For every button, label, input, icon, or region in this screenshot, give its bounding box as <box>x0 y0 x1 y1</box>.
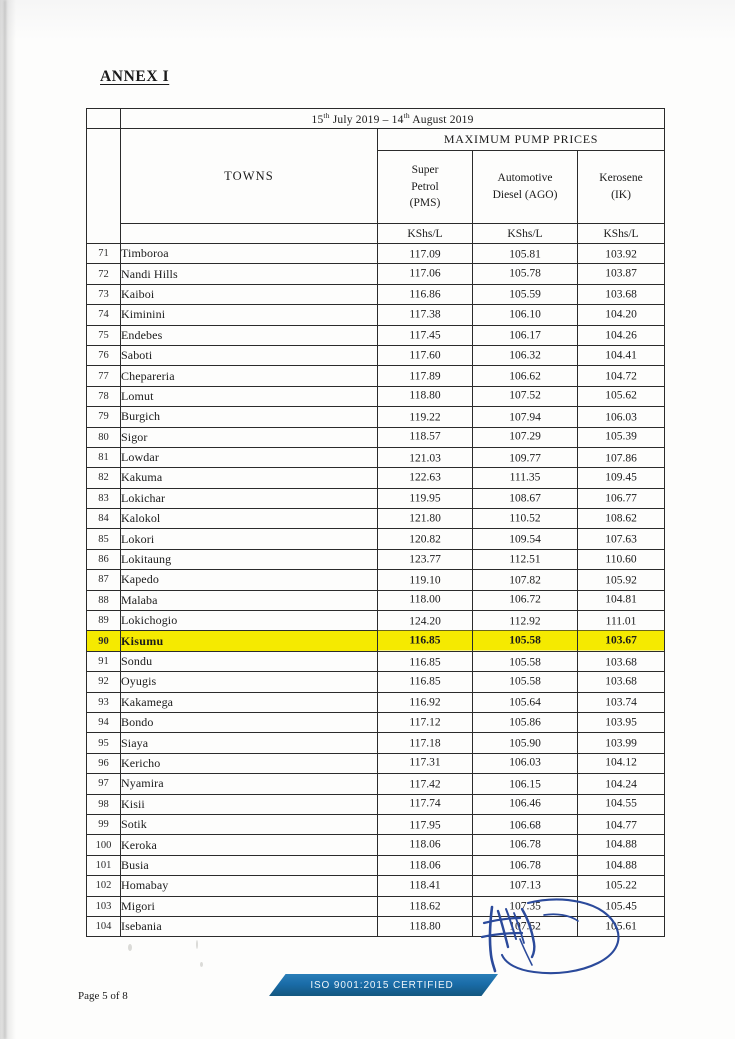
row-price-pms: 118.06 <box>378 856 473 876</box>
row-price-ik: 107.63 <box>578 529 665 549</box>
row-town-name: Burgich <box>121 407 378 427</box>
row-index: 95 <box>87 733 121 753</box>
row-price-ago: 107.35 <box>473 896 578 916</box>
row-price-pms: 117.89 <box>378 366 473 386</box>
row-price-ago: 108.67 <box>473 489 578 509</box>
row-price-ago: 107.13 <box>473 875 578 895</box>
row-index: 94 <box>87 712 121 732</box>
row-price-ago: 106.03 <box>473 753 578 773</box>
row-index: 92 <box>87 672 121 692</box>
row-price-pms: 120.82 <box>378 529 473 549</box>
row-index: 74 <box>87 305 121 325</box>
row-price-ik: 103.87 <box>578 264 665 284</box>
row-town-name: Homabay <box>121 876 378 896</box>
row-town-name: Saboti <box>121 345 378 365</box>
row-price-pms: 122.63 <box>378 467 473 487</box>
table-row <box>87 896 665 916</box>
row-price-ik: 104.81 <box>578 590 665 610</box>
row-town-name: Kaiboi <box>121 284 378 304</box>
table-row <box>87 835 665 855</box>
row-price-ago: 106.78 <box>473 835 578 855</box>
row-town-name: Lokichogio <box>121 611 378 631</box>
row-price-ago: 105.58 <box>473 631 578 651</box>
table-row <box>87 692 665 712</box>
row-price-ik: 104.77 <box>578 815 665 835</box>
row-town-name: Lokitaung <box>121 549 378 569</box>
column-header-line2: Diesel (AGO) <box>492 189 558 201</box>
column-header-automotive-diesel <box>473 151 578 224</box>
column-header-line3: (PMS) <box>409 197 441 210</box>
row-price-ik: 103.67 <box>578 631 665 651</box>
table-row <box>87 468 665 488</box>
table-row <box>87 753 665 773</box>
table-row <box>87 447 665 467</box>
row-index: 91 <box>87 651 121 671</box>
row-price-ik: 105.22 <box>578 875 665 895</box>
row-town-name: Lowdar <box>121 447 378 467</box>
unit-header-towns <box>121 224 378 244</box>
row-price-ik: 111.01 <box>578 611 665 631</box>
row-index: 79 <box>87 407 121 427</box>
row-price-ik: 104.12 <box>578 753 665 773</box>
table-row <box>87 916 665 936</box>
row-price-ik: 104.88 <box>578 835 665 855</box>
row-town-name: Lomut <box>121 386 378 406</box>
row-price-ik: 104.88 <box>578 856 665 876</box>
row-price-pms: 117.09 <box>378 244 473 264</box>
row-price-pms: 117.60 <box>378 345 473 365</box>
row-price-ik: 105.61 <box>578 916 665 936</box>
row-town-name: Lokori <box>121 529 378 549</box>
row-town-name: Endebes <box>121 325 378 345</box>
row-index: 87 <box>87 570 121 590</box>
row-price-ago: 106.46 <box>473 794 578 814</box>
table-row <box>87 305 665 325</box>
row-town-name: Sigor <box>121 427 378 447</box>
table-row <box>87 345 665 365</box>
column-header-kerosene <box>578 151 665 224</box>
scan-edge-shadow <box>4 0 7 1039</box>
table-row <box>87 244 665 264</box>
row-price-pms: 117.31 <box>378 753 473 773</box>
row-index: 90 <box>87 631 121 651</box>
row-price-ago: 105.86 <box>473 712 578 732</box>
table-group-header-row <box>87 129 665 151</box>
row-price-ago: 107.52 <box>473 386 578 406</box>
row-price-ik: 104.26 <box>578 325 665 345</box>
table-row <box>87 855 665 875</box>
column-header-line1: Kerosene <box>599 172 643 185</box>
column-header-line2: Petrol <box>411 180 439 193</box>
table-row <box>87 876 665 896</box>
page-number: Page 5 of 8 <box>78 990 128 1002</box>
row-index: 77 <box>87 366 121 386</box>
table-row <box>87 794 665 814</box>
row-index: 98 <box>87 794 121 814</box>
row-index: 103 <box>87 896 121 916</box>
row-price-pms: 117.74 <box>378 794 473 814</box>
row-town-name: Busia <box>121 855 378 875</box>
table-row <box>87 366 665 386</box>
row-price-ik: 103.99 <box>578 733 665 753</box>
row-price-ago: 112.92 <box>473 611 578 631</box>
row-price-pms: 118.41 <box>378 875 473 895</box>
table-period-header-row <box>87 109 665 129</box>
table-row <box>87 549 665 569</box>
unit-header-pms: KShs/L <box>378 224 473 244</box>
row-price-pms: 116.85 <box>378 671 473 691</box>
period-header: 15th July 2019 – 14th August 2019 <box>121 109 665 129</box>
row-town-name: Kalokol <box>121 509 378 529</box>
row-town-name: Timboroa <box>121 244 378 264</box>
row-price-ago: 105.58 <box>473 652 578 672</box>
row-price-ago: 105.59 <box>473 285 578 305</box>
row-price-pms: 116.92 <box>378 692 473 712</box>
row-price-ago: 106.68 <box>473 815 578 835</box>
row-town-name: Isebania <box>121 916 378 936</box>
row-town-name: Malaba <box>121 590 378 610</box>
row-town-name: Kiminini <box>121 305 378 325</box>
table-row <box>87 651 665 671</box>
row-price-ik: 103.68 <box>578 285 665 305</box>
row-index: 101 <box>87 855 121 875</box>
row-price-pms: 121.03 <box>378 448 473 468</box>
table-row <box>87 814 665 834</box>
table-row <box>87 509 665 529</box>
row-town-name: Sotik <box>121 814 378 834</box>
row-price-ik: 110.60 <box>578 549 665 569</box>
table-row-highlighted <box>87 631 665 651</box>
table-row <box>87 488 665 508</box>
row-price-ago: 109.54 <box>473 529 578 549</box>
row-price-pms: 117.38 <box>378 304 473 324</box>
scan-speck <box>128 944 132 951</box>
row-price-pms: 117.42 <box>378 774 473 794</box>
column-header-line1: Automotive <box>497 172 553 185</box>
row-price-ago: 107.82 <box>473 570 578 590</box>
row-index: 83 <box>87 488 121 508</box>
row-town-name: Kisumu <box>121 631 378 651</box>
row-price-pms: 124.20 <box>378 611 473 631</box>
row-index: 76 <box>87 345 121 365</box>
row-town-name: Bondo <box>121 712 378 732</box>
table-row <box>87 712 665 732</box>
row-price-pms: 118.80 <box>378 386 473 406</box>
row-price-pms: 116.85 <box>378 652 473 672</box>
iso-certification-banner <box>262 974 498 996</box>
row-price-pms: 117.06 <box>378 264 473 284</box>
row-index: 88 <box>87 590 121 610</box>
table-row <box>87 325 665 345</box>
row-price-ago: 112.51 <box>473 549 578 569</box>
row-price-ago: 110.52 <box>473 508 578 528</box>
row-price-ago: 106.78 <box>473 856 578 876</box>
table-row <box>87 570 665 590</box>
iso-banner-label: ISO 9001:2015 CERTIFIED <box>310 979 454 991</box>
row-index: 84 <box>87 509 121 529</box>
row-price-pms: 117.45 <box>378 325 473 345</box>
unit-header-ik: KShs/L <box>578 224 665 244</box>
row-price-ik: 103.95 <box>578 712 665 732</box>
row-price-pms: 117.12 <box>378 712 473 732</box>
scan-speck <box>200 962 203 967</box>
row-price-pms: 118.00 <box>378 590 473 610</box>
row-price-ago: 105.78 <box>473 264 578 284</box>
row-town-name: Nandi Hills <box>121 264 378 284</box>
row-price-ago: 106.10 <box>473 304 578 324</box>
row-town-name: Nyamira <box>121 774 378 794</box>
row-price-pms: 118.57 <box>378 427 473 447</box>
row-index: 82 <box>87 468 121 488</box>
row-price-ik: 104.20 <box>578 304 665 324</box>
table-row <box>87 284 665 304</box>
row-price-ago: 105.81 <box>473 244 578 264</box>
row-price-pms: 118.80 <box>378 916 473 936</box>
row-price-ago: 107.52 <box>473 916 578 936</box>
row-price-pms: 123.77 <box>378 549 473 569</box>
row-price-ik: 103.68 <box>578 671 665 691</box>
row-price-ago: 111.35 <box>473 467 578 487</box>
row-index: 93 <box>87 692 121 712</box>
row-price-ago: 105.90 <box>473 733 578 753</box>
row-price-pms: 119.22 <box>378 407 473 427</box>
table-row <box>87 611 665 631</box>
row-price-ik: 108.62 <box>578 508 665 528</box>
maximum-pump-prices-header: MAXIMUM PUMP PRICES <box>378 129 665 151</box>
row-price-ago: 106.32 <box>473 345 578 365</box>
row-price-ik: 105.39 <box>578 427 665 447</box>
row-price-pms: 117.95 <box>378 815 473 835</box>
row-price-ik: 107.86 <box>578 448 665 468</box>
row-index: 78 <box>87 386 121 406</box>
row-price-ago: 105.64 <box>473 692 578 712</box>
row-price-pms: 117.18 <box>378 733 473 753</box>
row-price-ago: 105.58 <box>473 671 578 691</box>
row-price-ago: 106.15 <box>473 774 578 794</box>
row-price-ago: 107.94 <box>473 407 578 427</box>
table-row <box>87 427 665 447</box>
row-index: 102 <box>87 876 121 896</box>
row-price-ik: 109.45 <box>578 467 665 487</box>
table-row <box>87 590 665 610</box>
row-price-ik: 105.62 <box>578 386 665 406</box>
row-index: 80 <box>87 427 121 447</box>
row-price-ik: 106.03 <box>578 407 665 427</box>
row-price-ik: 105.45 <box>578 896 665 916</box>
row-town-name: Kisii <box>121 794 378 814</box>
column-header-line2: (IK) <box>611 189 631 201</box>
fuel-price-table-container <box>86 108 664 937</box>
scan-speck <box>196 940 198 949</box>
page-title: ANNEX I <box>100 68 170 85</box>
row-price-pms: 119.95 <box>378 489 473 509</box>
row-index: 100 <box>87 835 121 855</box>
row-price-ik: 104.41 <box>578 345 665 365</box>
fuel-price-table-body <box>87 244 665 937</box>
row-index: 89 <box>87 611 121 631</box>
towns-header: TOWNS <box>121 129 378 224</box>
row-price-pms: 118.06 <box>378 835 473 855</box>
unit-header-ago: KShs/L <box>473 224 578 244</box>
row-town-name: Keroka <box>121 835 378 855</box>
row-town-name: Kapedo <box>121 570 378 590</box>
row-price-ik: 103.74 <box>578 692 665 712</box>
row-price-ik: 103.92 <box>578 244 665 264</box>
row-price-ik: 104.24 <box>578 774 665 794</box>
row-price-pms: 119.10 <box>378 570 473 590</box>
row-price-ago: 107.29 <box>473 427 578 447</box>
row-index: 104 <box>87 916 121 936</box>
column-header-super-petrol <box>378 151 473 224</box>
table-unit-header-row <box>87 224 665 244</box>
period-spacer-cell <box>87 109 121 129</box>
row-price-ik: 105.92 <box>578 570 665 590</box>
row-price-pms: 118.62 <box>378 896 473 916</box>
row-index: 86 <box>87 549 121 569</box>
row-index: 96 <box>87 753 121 773</box>
row-town-name: Kakamega <box>121 692 378 712</box>
table-row <box>87 672 665 692</box>
row-town-name: Migori <box>121 896 378 916</box>
row-price-ik: 103.68 <box>578 652 665 672</box>
row-index: 97 <box>87 774 121 794</box>
row-town-name: Lokichar <box>121 488 378 508</box>
row-price-ago: 106.72 <box>473 590 578 610</box>
row-price-ik: 106.77 <box>578 489 665 509</box>
row-town-name: Siaya <box>121 733 378 753</box>
row-town-name: Kakuma <box>121 468 378 488</box>
row-index: 85 <box>87 529 121 549</box>
fuel-price-table <box>86 108 665 937</box>
row-price-ago: 109.77 <box>473 448 578 468</box>
table-row <box>87 407 665 427</box>
row-price-pms: 121.80 <box>378 508 473 528</box>
row-price-ik: 104.72 <box>578 366 665 386</box>
table-row <box>87 264 665 284</box>
row-index: 71 <box>87 244 121 264</box>
row-index: 99 <box>87 814 121 834</box>
table-row <box>87 529 665 549</box>
table-row <box>87 386 665 406</box>
row-town-name: Sondu <box>121 651 378 671</box>
column-header-line1: Super <box>411 163 439 176</box>
table-row <box>87 774 665 794</box>
row-price-ago: 106.17 <box>473 325 578 345</box>
row-index: 81 <box>87 447 121 467</box>
index-header-cell <box>87 129 121 244</box>
row-town-name: Chepareria <box>121 366 378 386</box>
table-row <box>87 733 665 753</box>
row-price-ago: 106.62 <box>473 366 578 386</box>
row-index: 73 <box>87 284 121 304</box>
row-town-name: Kericho <box>121 753 378 773</box>
row-price-ik: 104.55 <box>578 794 665 814</box>
row-index: 75 <box>87 325 121 345</box>
row-town-name: Oyugis <box>121 672 378 692</box>
row-price-pms: 116.86 <box>378 285 473 305</box>
row-price-pms: 116.85 <box>378 631 473 651</box>
row-index: 72 <box>87 264 121 284</box>
